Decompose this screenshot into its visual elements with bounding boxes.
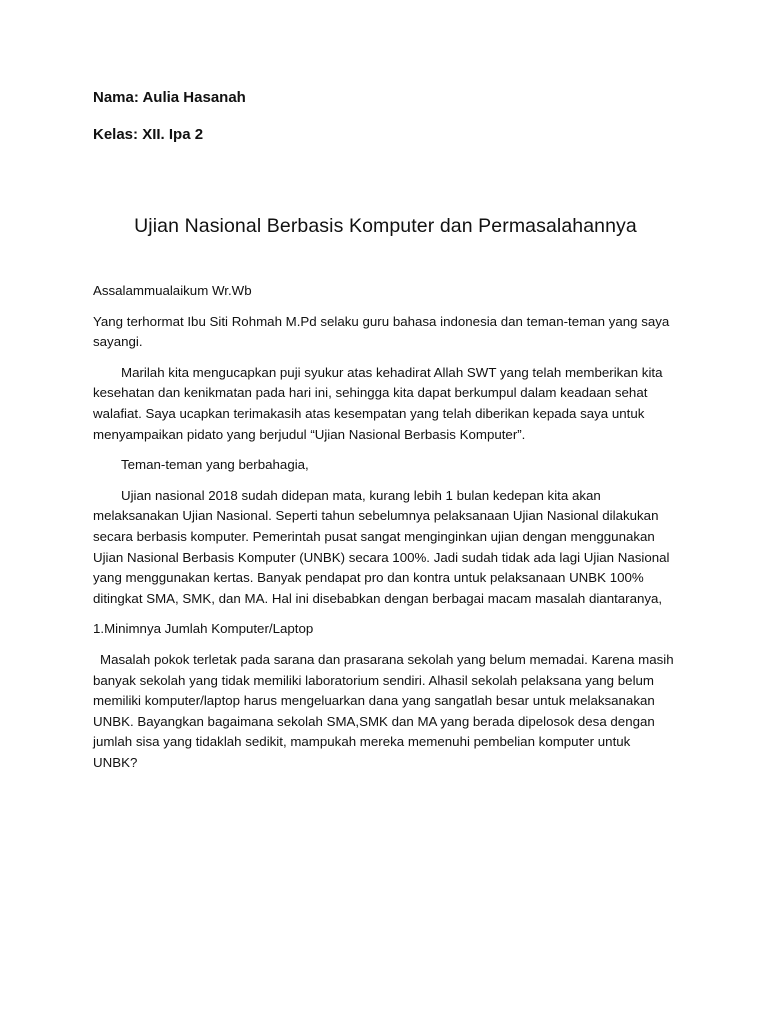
intro-paragraph: Ujian nasional 2018 sudah didepan mata, kurang lebih 1 bulan kedepan kita akan melaksanakan Ujian Nasional. Seperti tahun sebelumnya pelaksanaan Ujian Nasional dilakukan secara berbasis komputer. Pemerintah pusat sangat menginginkan ujian dengan menggunakan Ujian Nasional Berbasis Komputer (UNBK) secara 100%. Jadi sudah tidak ada lagi Ujian Nasional yang menggunakan kertas. Banyak pendapat pro dan kontra untuk pelaksanaan UNBK 100% ditingkat SMA, SMK, dan MA. Hal ini disebabkan dengan berbagai macam masalah diantaranya, [93,487,670,606]
document-title: Ujian Nasional Berbasis Komputer dan Permasalahannya [134,215,637,237]
greeting-paragraph: Assalammualaikum Wr.Wb [93,283,252,298]
student-name: Nama: Aulia Hasanah [93,89,246,106]
address-paragraph: Teman-teman yang berbahagia, [121,457,309,473]
opening-paragraph: Marilah kita mengucapkan puji syukur atas kehadirat Allah SWT yang telah memberikan kita kesehatan dan kenikmatan pada hari ini, sehingga kita dapat berkumpul dalam keadaan sehat walafiat. Saya ucapkan terimakasih atas kesempatan yang telah diberikan kepada saya untuk menyampaikan pidato yang berjudul “Ujian Nasional Berbasis Komputer”. [93,364,663,442]
point-1-paragraph: Masalah pokok terletak pada sarana dan prasarana sekolah yang belum memadai. Karena masih banyak sekolah yang tidak memiliki laboratorium sendiri. Alhasil sekolah pelaksana yang belum memiliki komputer/laptop harus mengeluarkan dana yang sangatlah besar untuk melaksanakan UNBK. Bayangkan bagaimana sekolah SMA,SMK dan MA yang berada dipelosok desa dengan jumlah sisa yang tidaklah sedikit, mampukah mereka memenuhi pembelian komputer untuk UNBK? [93,651,674,770]
document-content [93,88,678,783]
student-class: Kelas: XII. Ipa 2 [93,126,204,143]
point-1-heading: 1.Minimnya Jumlah Komputer/Laptop [93,621,314,637]
salutation-paragraph: Yang terhormat Ibu Siti Rohmah M.Pd selaku guru bahasa indonesia dan teman-teman yang saya sayangi. [93,313,670,350]
